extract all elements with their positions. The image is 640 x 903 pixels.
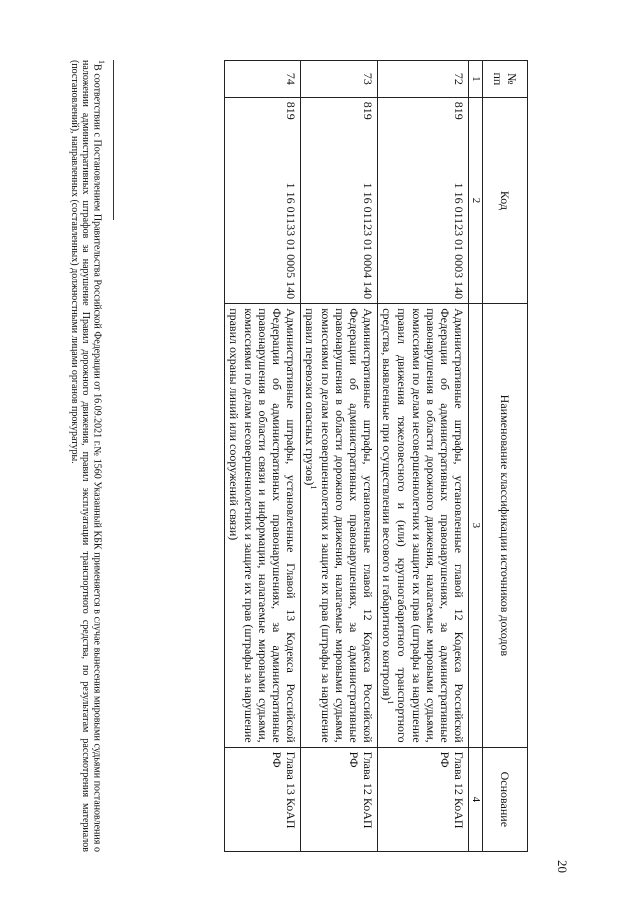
header-num: № пп bbox=[483, 61, 528, 98]
table-row bbox=[301, 61, 378, 852]
header-basis: Основание bbox=[483, 747, 528, 851]
footnote-divider bbox=[113, 60, 114, 220]
col-number: 1 bbox=[469, 61, 483, 98]
row-code-cell bbox=[378, 97, 469, 303]
row-basis: Глава 12 КоАП РФ bbox=[301, 747, 378, 851]
column-number-row bbox=[469, 61, 483, 852]
row-number: 72 bbox=[378, 61, 469, 98]
page-number: 20 bbox=[555, 860, 570, 873]
footnote-mark: 1 bbox=[97, 60, 106, 64]
row-name: Административные штрафы, установленные главой 12 Кодекса Российской Федерации об административных правонарушениях, за административные правонарушения в области дорожного движения, налагаемые мировыми судьями, комиссиями по делам несовершеннолетних и защите их прав (штрафы за нарушение правил перевозки опасных грузов) bbox=[303, 308, 376, 743]
col-number: 4 bbox=[469, 747, 483, 851]
row-name-cell bbox=[378, 304, 469, 747]
admin-code: 819 bbox=[452, 101, 467, 120]
row-name-cell bbox=[224, 304, 301, 747]
row-name-cell bbox=[301, 304, 378, 747]
kbk-code: 1 16 01123 01 0004 140 bbox=[361, 182, 376, 300]
footnote-ref: 1 bbox=[386, 700, 396, 705]
table-header-row bbox=[483, 61, 528, 852]
kbk-code: 1 16 01133 01 0005 140 bbox=[284, 182, 299, 300]
row-basis: Глава 13 КоАП РФ bbox=[224, 747, 301, 851]
row-code-cell bbox=[224, 97, 301, 303]
col-number: 3 bbox=[469, 304, 483, 747]
header-code: Код bbox=[483, 97, 528, 303]
footnote-text: В соответствии с Постановлением Правительства Российской Федерации от 16.09.2021 г.№ 1560 Указанный КБК применяется в случае вынесения мировыми судьями постановления о наложении административных штрафов за нарушение Правил дорожного движения, правил эксплуатации транспортного средства, по результатам рассмотрения материалов (постановлений), направленных (составленных) должностными лицами органов прокуратуры. bbox=[68, 60, 103, 852]
row-number: 73 bbox=[301, 61, 378, 98]
admin-code: 819 bbox=[361, 101, 376, 120]
row-number: 74 bbox=[224, 61, 301, 98]
row-code-cell bbox=[301, 97, 378, 303]
table-row bbox=[378, 61, 469, 852]
col-number: 2 bbox=[469, 97, 483, 303]
header-name: Наименование классификации источников доходов bbox=[483, 304, 528, 747]
row-basis: Глава 12 КоАП РФ bbox=[378, 747, 469, 851]
row-name: Административные штрафы, установленные главой 12 Кодекса Российской Федерации об административных правонарушениях, за административные правонарушения в области дорожного движения, налагаемые мировыми судьями, комиссиями по делам несовершеннолетних и защите их прав (штрафы за нарушение правил движения тяжеловесного и (или) крупногабаритного транспортного средства, выявленные при осуществлении весового и габаритного контроля) bbox=[380, 308, 467, 743]
row-name: Административные штрафы, установленные Главой 13 Кодекса Российской Федерации об административных правонарушениях, за административные правонарушения в области связи и информации, налагаемые мировыми судьями, комиссиями по делам несовершеннолетних и защите их прав (штрафы за нарушение правил охраны линий или сооружений связи) bbox=[226, 308, 299, 743]
footnote-ref: 1 bbox=[309, 485, 319, 490]
admin-code: 819 bbox=[284, 101, 299, 120]
revenue-classification-table bbox=[224, 60, 528, 852]
kbk-code: 1 16 01123 01 0003 140 bbox=[452, 182, 467, 300]
footnote bbox=[68, 60, 106, 852]
table-row bbox=[224, 61, 301, 852]
